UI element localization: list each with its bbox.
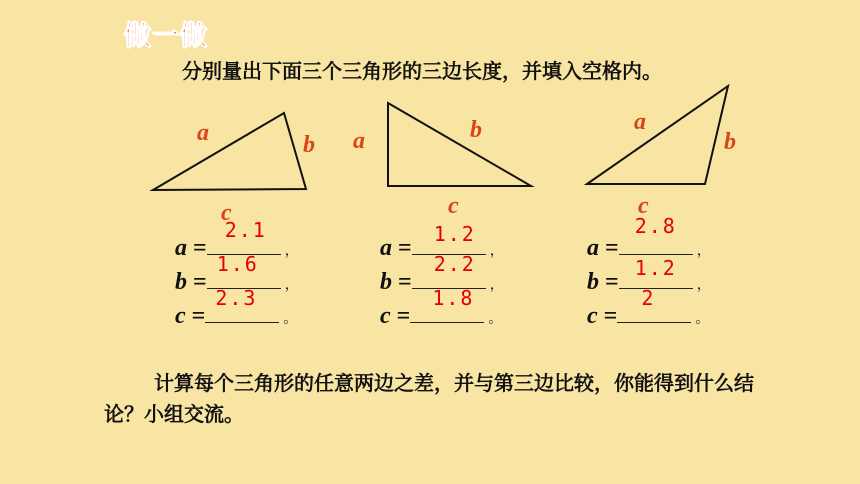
tri3-row-b: b = 1.2 ， [587,256,711,295]
answer-value: 1.8 [432,286,475,310]
answer-value: 2.8 [634,214,677,238]
answer-value: 2.1 [224,218,267,242]
tri1-label-b: b [303,132,315,158]
tri2-row-b: b = 2.2 ， [380,252,504,295]
answer-value: 2 [641,286,656,310]
page-title: 做一做 [124,21,208,52]
tri2-label-c: c [448,193,459,219]
tri1-row-c: c = 2.3 。 [175,286,298,329]
tri1-label-c: c [221,200,232,226]
tri3-row-a: a = 2.8 ， [587,214,711,261]
tri3-label-b: b [724,129,736,155]
answer-value: 1.2 [634,256,677,280]
tri2-label-b: b [470,117,482,143]
answer-value: 2.2 [433,252,476,276]
tri1-row-b: b = 1.6 ， [175,252,299,295]
tri2-row-c: c = 1.8 。 [380,286,503,329]
tri3-label-c: c [638,193,649,219]
answer-value: 1.2 [433,222,476,246]
tri2-label-a: a [353,128,365,154]
tri3-row-c: c = 2 。 [587,286,710,329]
tri1-label-a: a [197,120,209,146]
triangle-1 [153,113,306,190]
triangle-2 [388,103,531,186]
answer-value: 1.6 [216,252,259,276]
tri2-row-a: a = 1.2 ， [380,222,504,261]
tri3-label-a: a [634,109,646,135]
instruction-text: 分别量出下面三个三角形的三边长度，并填入空格内。 [182,59,662,83]
question-text: 计算每个三角形的任意两边之差，并与第三边比较，你能得到什么结论？小组交流。 [104,371,754,426]
tri1-row-a: a = 2.1 ， [175,218,299,261]
triangle-3 [587,86,728,184]
answer-value: 2.3 [215,286,258,310]
